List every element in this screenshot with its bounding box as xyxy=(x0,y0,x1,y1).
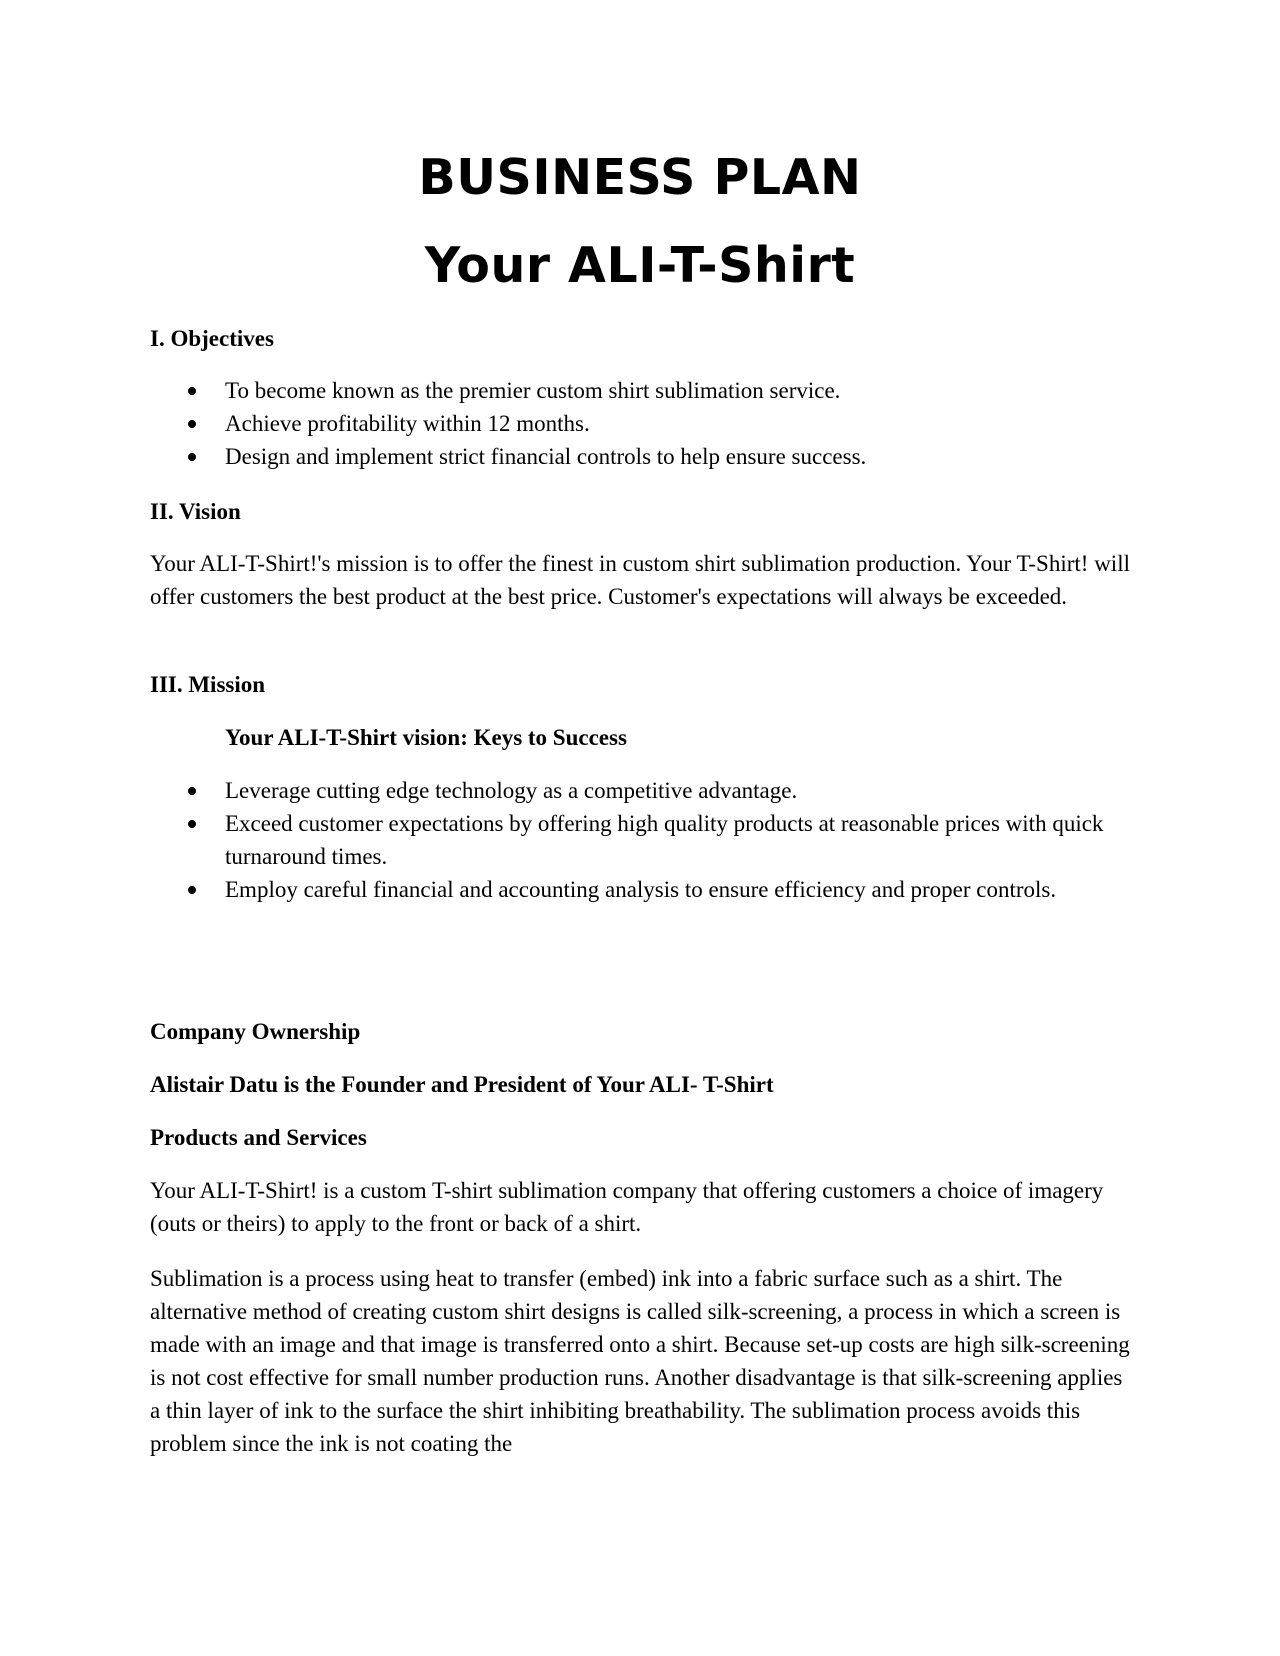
objectives-heading: I. Objectives xyxy=(150,326,274,351)
list-item-text: Design and implement strict financial controls to help ensure success. xyxy=(225,444,867,469)
bullet-icon xyxy=(188,886,196,894)
list-item xyxy=(150,407,1130,440)
document-title: BUSINESS PLAN xyxy=(418,149,862,206)
list-item-text: Leverage cutting edge technology as a competitive advantage. xyxy=(225,778,798,803)
bullet-icon xyxy=(188,787,196,795)
products-section-2 xyxy=(150,1262,1130,1460)
vision-paragraph: Your ALI-T-Shirt!'s mission is to offer the finest in custom shirt sublimation production. Your T-Shirt! will offer customers the best product at the best price. Customer's expectations will always be exceeded. xyxy=(150,551,1130,609)
list-item-text: Exceed customer expectations by offering high quality products at reasonable prices with quick turnaround times. xyxy=(225,811,1104,869)
bullet-icon xyxy=(188,420,196,428)
document-page xyxy=(150,0,1150,1656)
list-item xyxy=(150,440,1130,473)
bullet-icon xyxy=(188,387,196,395)
vision-heading: II. Vision xyxy=(150,499,241,524)
mission-heading: III. Mission xyxy=(150,672,266,697)
objectives-section xyxy=(150,374,1130,473)
products-paragraph-1: Your ALI-T-Shirt! is a custom T-shirt sublimation company that offering customers a choice of imagery (outs or theirs) to apply to the front or back of a shirt. xyxy=(150,1178,1104,1236)
mission-list xyxy=(150,774,1130,906)
mission-section xyxy=(150,774,1130,906)
objectives-list xyxy=(150,374,1130,473)
mission-subheading: Your ALI-T-Shirt vision: Keys to Success xyxy=(225,725,627,750)
ownership-statement: Alistair Datu is the Founder and President of Your ALI- T-Shirt xyxy=(150,1072,774,1097)
list-item xyxy=(150,873,1130,906)
list-item-text: Employ careful financial and accounting analysis to ensure efficiency and proper controls. xyxy=(225,877,1057,902)
list-item-text: To become known as the premier custom shirt sublimation service. xyxy=(225,378,841,403)
list-item xyxy=(150,774,1130,807)
vision-section xyxy=(150,547,1130,613)
document-subtitle: Your ALI-T-Shirt xyxy=(424,237,856,294)
ownership-heading: Company Ownership xyxy=(150,1019,361,1044)
list-item xyxy=(150,374,1130,407)
products-heading: Products and Services xyxy=(150,1125,367,1150)
products-section xyxy=(150,1174,1130,1240)
list-item xyxy=(150,807,1130,873)
bullet-icon xyxy=(188,820,196,828)
bullet-icon xyxy=(188,453,196,461)
list-item-text: Achieve profitability within 12 months. xyxy=(225,411,590,436)
products-paragraph-2: Sublimation is a process using heat to transfer (embed) ink into a fabric surface such as a shirt. The alternative method of creating custom shirt designs is called silk-screening, a process in which a screen is made with an image and that image is transferred onto a shirt. Because set-up costs are high silk-screening is not cost effective for small number production runs. Another disadvantage is that silk-screening applies a thin layer of ink to the surface the shirt inhibiting breathability. The sublimation process avoids this problem since the ink is not coating the xyxy=(150,1266,1130,1456)
